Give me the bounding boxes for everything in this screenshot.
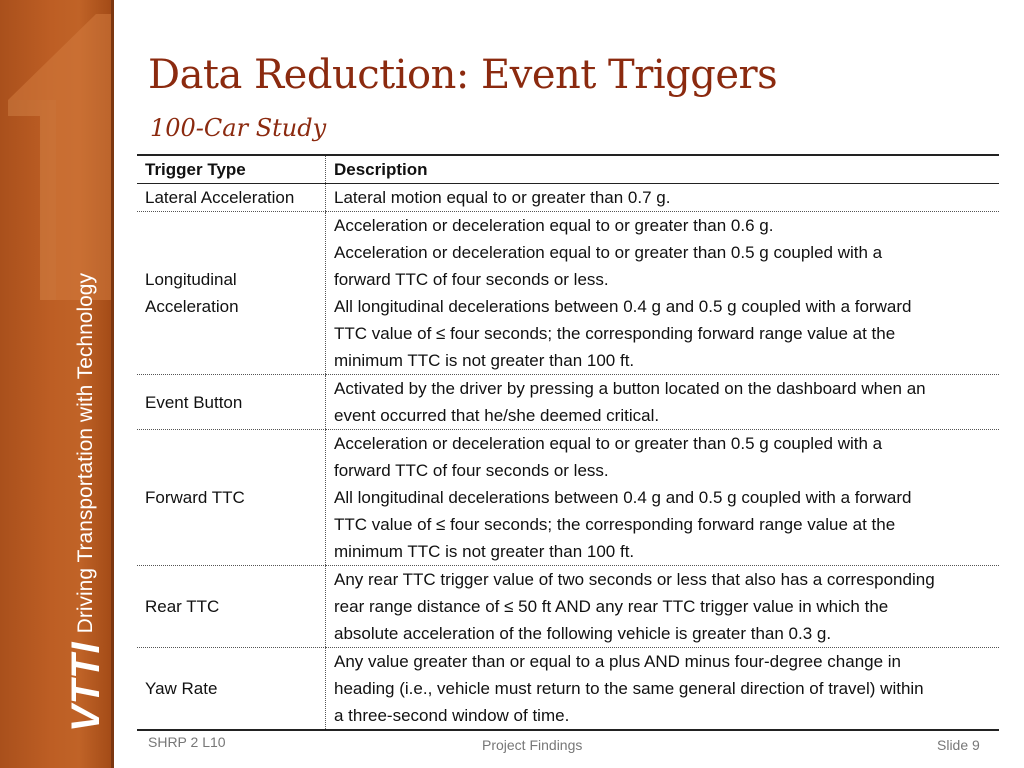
footer-project-code: SHRP 2 L10: [148, 734, 226, 750]
description-line: minimum TTC is not greater than 100 ft.: [334, 542, 635, 561]
sidebar-divider: [111, 0, 114, 768]
description-line: absolute acceleration of the following vehicle is greater than 0.3 g.: [334, 624, 832, 643]
trigger-type-text: Rear TTC: [145, 597, 220, 616]
table-row: [137, 184, 999, 212]
header-trigger-type: Trigger Type: [137, 155, 326, 184]
brand-tagline: [63, 273, 108, 732]
trigger-type-text: Forward TTC: [145, 488, 245, 507]
description-line: TTC value of ≤ four seconds; the corresponding forward range value at the: [334, 515, 896, 534]
description-line: forward TTC of four seconds or less.: [334, 461, 609, 480]
trigger-type-cell: [137, 212, 326, 375]
table-row: [137, 212, 999, 375]
description-line: Any value greater than or equal to a plus AND minus four-degree change in: [334, 652, 902, 671]
slide-subtitle: 100-Car Study: [150, 114, 327, 142]
description-line: TTC value of ≤ four seconds; the corresponding forward range value at the: [334, 324, 896, 343]
trigger-type-cell: [137, 430, 326, 566]
table-row: [137, 430, 999, 566]
slide-number: Slide 9: [937, 737, 980, 753]
brand-sidebar: [0, 0, 113, 768]
trigger-type-cell: [137, 184, 326, 212]
description-line: All longitudinal decelerations between 0.4 g and 0.5 g coupled with a forward: [334, 297, 912, 316]
description-line: Acceleration or deceleration equal to or greater than 0.5 g coupled with a: [334, 243, 883, 262]
description-line: rear range distance of ≤ 50 ft AND any rear TTC trigger value in which the: [334, 597, 889, 616]
description-cell: [326, 648, 1000, 731]
vtti-logo-text: VTTI: [63, 641, 108, 732]
trigger-type-cell: [137, 648, 326, 731]
description-line: Lateral motion equal to or greater than 0.7 g.: [334, 188, 671, 207]
description-cell: [326, 566, 1000, 648]
description-line: a three-second window of time.: [334, 706, 570, 725]
table-row: [137, 375, 999, 430]
description-line: Acceleration or deceleration equal to or greater than 0.5 g coupled with a: [334, 434, 883, 453]
trigger-type-text: Event Button: [145, 392, 243, 412]
description-cell: [326, 375, 1000, 430]
trigger-type-cell: [137, 375, 326, 430]
description-line: forward TTC of four seconds or less.: [334, 270, 609, 289]
trigger-type-text: Longitudinal: [145, 270, 237, 289]
header-description: Description: [326, 155, 1000, 184]
trigger-type-text: Acceleration: [145, 297, 239, 316]
table-row: [137, 648, 999, 731]
description-cell: [326, 212, 1000, 375]
event-triggers-table: [137, 154, 999, 731]
footer-section: Project Findings: [482, 737, 583, 753]
slide-title: Data Reduction: Event Triggers: [148, 52, 778, 98]
description-line: Any rear TTC trigger value of two seconds or less that also has a corresponding: [334, 570, 935, 589]
trigger-type-text: Lateral Acceleration: [145, 188, 295, 207]
description-cell: [326, 430, 1000, 566]
table-header-row: [137, 155, 999, 184]
description-line: minimum TTC is not greater than 100 ft.: [334, 351, 635, 370]
description-line: event occurred that he/she deemed critical.: [334, 406, 660, 425]
trigger-type-cell: [137, 566, 326, 648]
vtti-logo-mark-icon: [0, 0, 113, 300]
trigger-type-text: Yaw Rate: [145, 679, 218, 698]
description-line: Activated by the driver by pressing a button located on the dashboard when an: [334, 379, 926, 398]
description-line: All longitudinal decelerations between 0.4 g and 0.5 g coupled with a forward: [334, 488, 912, 507]
description-cell: [326, 184, 1000, 212]
description-line: Acceleration or deceleration equal to or greater than 0.6 g.: [334, 216, 774, 235]
table-row: [137, 566, 999, 648]
description-line: heading (i.e., vehicle must return to the same general direction of travel) within: [334, 679, 924, 698]
tagline-text: Driving Transportation with Technology: [74, 273, 97, 634]
